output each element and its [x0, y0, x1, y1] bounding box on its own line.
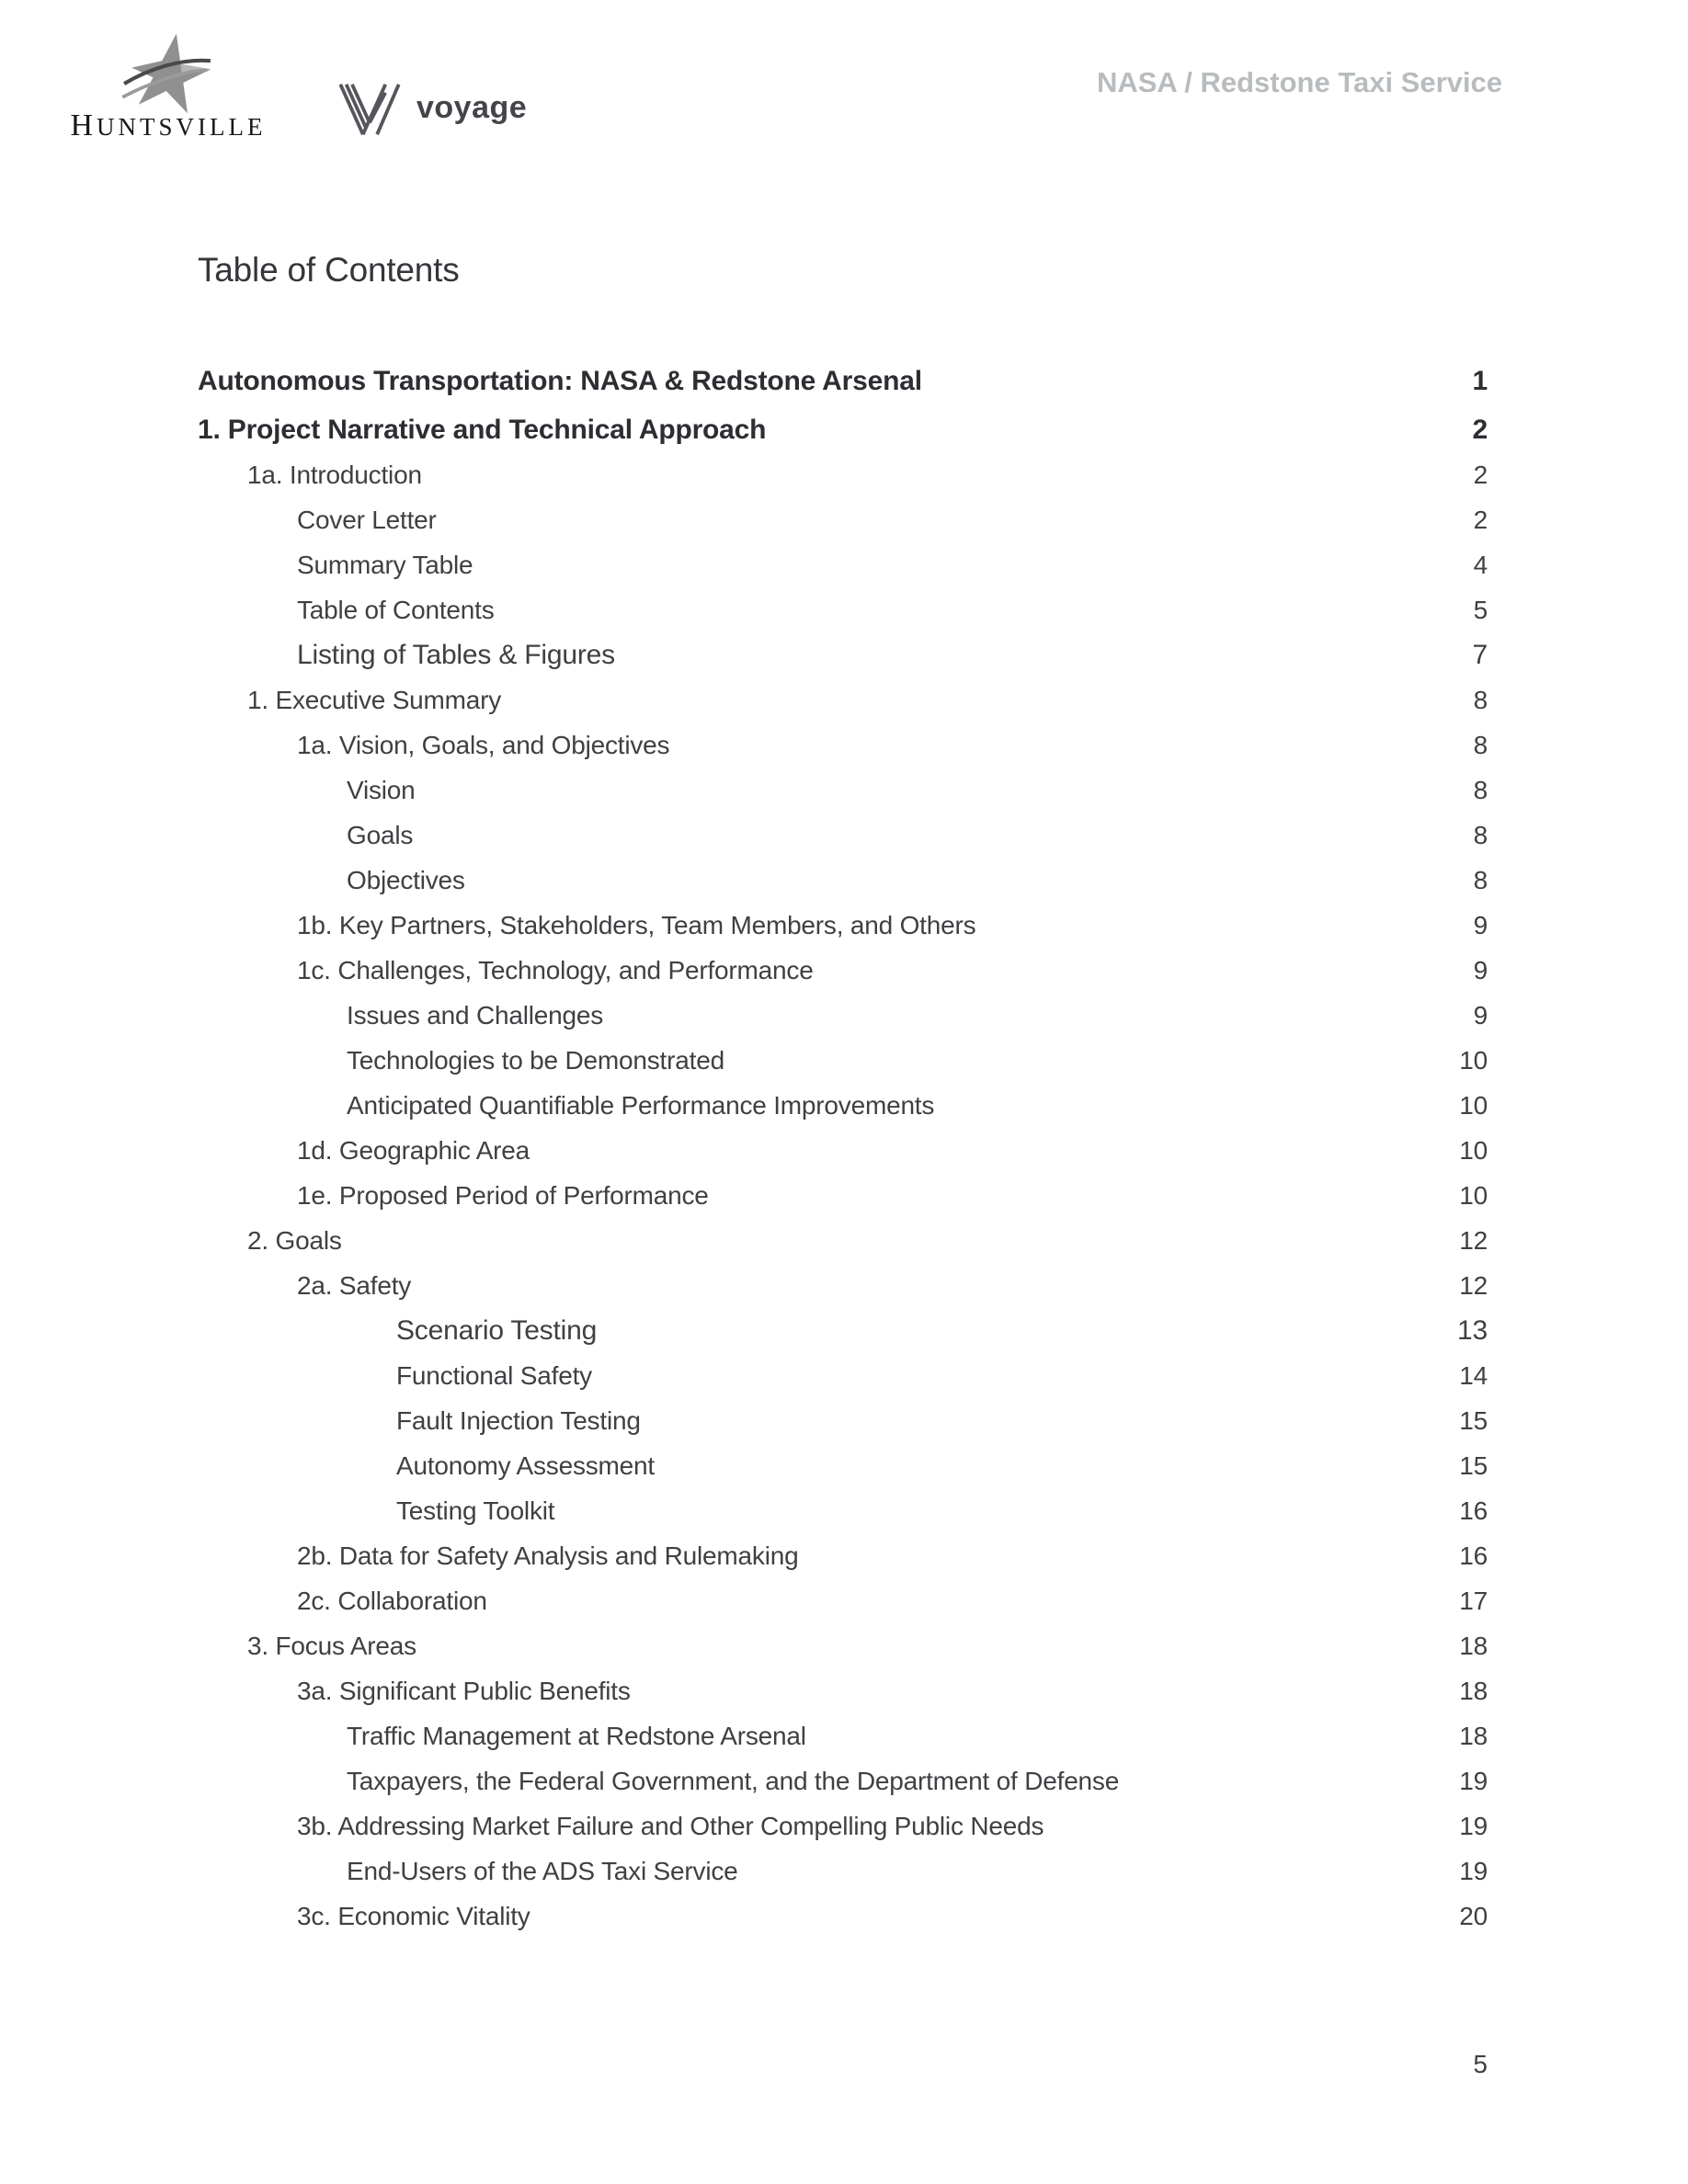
toc-entry: [198, 1047, 1488, 1074]
toc-entry-page-number: 19: [1459, 1767, 1488, 1795]
toc-entry: [198, 822, 1488, 848]
toc-entry-page-number: 8: [1473, 686, 1488, 714]
toc-entry-page-number: 8: [1473, 821, 1488, 849]
toc-entry-page-number: 8: [1473, 776, 1488, 804]
toc-entry-label: 1b. Key Partners, Stakeholders, Team Members, and Others: [297, 911, 976, 939]
toc-entry: [198, 368, 1488, 394]
document-header-title: NASA / Redstone Taxi Service: [1096, 66, 1502, 98]
toc-entry: [198, 552, 1488, 578]
toc-entry: [198, 1317, 1488, 1344]
toc-entry-label: Technologies to be Demonstrated: [347, 1046, 724, 1075]
toc-entry: [198, 777, 1488, 803]
toc-entry-label: 3c. Economic Vitality: [297, 1902, 530, 1930]
voyage-v-icon: [336, 83, 403, 136]
toc-entry-label: 2. Goals: [247, 1226, 342, 1255]
toc-entry-page-number: 2: [1473, 506, 1488, 534]
toc-entry-page-number: 18: [1459, 1677, 1488, 1705]
toc-entry-page-number: 2: [1473, 461, 1488, 489]
toc-entry-label: Anticipated Quantifiable Performance Improvements: [347, 1091, 935, 1120]
toc-entry-label: 1a. Introduction: [247, 461, 422, 489]
toc-entry-label: 3a. Significant Public Benefits: [297, 1677, 631, 1705]
toc-entry-page-number: 5: [1473, 596, 1488, 624]
toc-entry: [198, 1452, 1488, 1479]
toc-entry-label: 1. Executive Summary: [247, 686, 502, 714]
toc-entry-page-number: 10: [1459, 1046, 1488, 1075]
toc-entry: [198, 597, 1488, 623]
toc-entry: [198, 506, 1488, 533]
toc-entry-page-number: 14: [1459, 1361, 1488, 1390]
toc-entry: [198, 1092, 1488, 1119]
toc-entry-page-number: 15: [1459, 1406, 1488, 1435]
toc-entry-label: Goals: [347, 821, 414, 849]
toc-entry-page-number: 2: [1472, 415, 1488, 445]
toc-entry-page-number: 12: [1459, 1271, 1488, 1300]
toc-entry-page-number: 16: [1459, 1541, 1488, 1570]
toc-entry-label: 2b. Data for Safety Analysis and Rulemaking: [297, 1541, 799, 1570]
toc-entry-page-number: 15: [1459, 1451, 1488, 1480]
toc-entry-page-number: 10: [1459, 1091, 1488, 1120]
toc-entry-label: 3. Focus Areas: [247, 1632, 416, 1660]
toc-entry: [198, 1723, 1488, 1749]
huntsville-star-icon: [120, 31, 215, 116]
toc-entry: [198, 1903, 1488, 1929]
toc-entry-label: 1a. Vision, Goals, and Objectives: [297, 731, 670, 759]
toc-entry-page-number: 8: [1473, 731, 1488, 759]
toc-entry-page-number: 18: [1459, 1722, 1488, 1750]
toc-entry-page-number: 4: [1473, 551, 1488, 579]
toc-entry: [198, 1542, 1488, 1569]
toc-entry-label: Objectives: [347, 866, 465, 894]
toc-entry-page-number: 8: [1473, 866, 1488, 894]
voyage-wordmark: voyage: [416, 90, 528, 125]
toc-entry-label: 2c. Collaboration: [297, 1587, 487, 1615]
toc-entry-label: 3b. Addressing Market Failure and Other Compelling Public Needs: [297, 1812, 1044, 1840]
toc-entry-label: Vision: [347, 776, 416, 804]
toc-entry: [198, 416, 1488, 443]
toc-entry-page-number: 19: [1459, 1812, 1488, 1840]
toc-entry-page-number: 1: [1472, 366, 1488, 396]
toc-entry: [198, 1587, 1488, 1614]
toc-entry: [198, 1813, 1488, 1839]
toc-entry: [198, 642, 1488, 668]
toc-entry-page-number: 10: [1459, 1136, 1488, 1165]
toc-entry: [198, 687, 1488, 713]
footer-page-number: 5: [1473, 2050, 1488, 2078]
toc-entry: [198, 1858, 1488, 1884]
toc-entry-page-number: 18: [1459, 1632, 1488, 1660]
toc-entry-page-number: 12: [1459, 1226, 1488, 1255]
toc-entry-label: Summary Table: [297, 551, 473, 579]
toc-entry-label: Issues and Challenges: [347, 1001, 604, 1029]
toc-entry-page-number: 9: [1473, 956, 1488, 984]
toc-entry-label: 1c. Challenges, Technology, and Performance: [297, 956, 814, 984]
toc-entry: [198, 1002, 1488, 1029]
toc-entry-page-number: 19: [1459, 1857, 1488, 1885]
toc-entry-label: 2a. Safety: [297, 1271, 412, 1300]
toc-entry: [198, 1362, 1488, 1389]
toc-entry-label: Cover Letter: [297, 506, 437, 534]
toc-entry-page-number: 20: [1459, 1902, 1488, 1930]
toc-entry: [198, 1227, 1488, 1254]
toc-entry: [198, 1768, 1488, 1794]
toc-entry: [198, 1182, 1488, 1209]
toc-entry-label: 1. Project Narrative and Technical Approach: [198, 415, 767, 445]
toc-entry-label: Autonomous Transportation: NASA & Redstone Arsenal: [198, 366, 922, 396]
toc-entry-label: Traffic Management at Redstone Arsenal: [347, 1722, 806, 1750]
toc-entry-label: Autonomy Assessment: [396, 1451, 655, 1480]
toc-entry-page-number: 16: [1459, 1496, 1488, 1525]
toc-entry: [198, 957, 1488, 984]
toc-entry: [198, 1632, 1488, 1659]
toc-entry-page-number: 7: [1472, 640, 1488, 670]
toc-entry-label: Listing of Tables & Figures: [297, 640, 615, 670]
toc-entry-label: Table of Contents: [297, 596, 495, 624]
toc-entry-label: Testing Toolkit: [396, 1496, 555, 1525]
toc-entry-page-number: 10: [1459, 1181, 1488, 1210]
toc-entry-page-number: 9: [1473, 1001, 1488, 1029]
toc-entry: [198, 732, 1488, 758]
toc-entry: [198, 461, 1488, 488]
toc-entry-label: 1e. Proposed Period of Performance: [297, 1181, 709, 1210]
toc-entry: [198, 912, 1488, 938]
toc-entry: [198, 1497, 1488, 1524]
table-of-contents: [198, 346, 1488, 1948]
toc-entry-label: Functional Safety: [396, 1361, 592, 1390]
toc-entry: [198, 1407, 1488, 1434]
toc-entry: [198, 1272, 1488, 1299]
toc-entry-label: Scenario Testing: [396, 1315, 598, 1346]
toc-entry: [198, 867, 1488, 893]
toc-entry-label: End-Users of the ADS Taxi Service: [347, 1857, 738, 1885]
toc-entry-label: Fault Injection Testing: [396, 1406, 641, 1435]
star-highlight: [177, 34, 211, 74]
huntsville-wordmark: HUNTSVILLE: [70, 108, 267, 142]
page-footer: [198, 2051, 1488, 2077]
toc-entry-page-number: 9: [1473, 911, 1488, 939]
toc-entry-page-number: 13: [1457, 1315, 1488, 1346]
toc-entry: [198, 1678, 1488, 1704]
toc-entry: [198, 1137, 1488, 1164]
toc-entry-label: Taxpayers, the Federal Government, and the Department of Defense: [347, 1767, 1120, 1795]
page-title: Table of Contents: [198, 251, 460, 289]
toc-entry-label: 1d. Geographic Area: [297, 1136, 530, 1165]
toc-entry-page-number: 17: [1459, 1587, 1488, 1615]
